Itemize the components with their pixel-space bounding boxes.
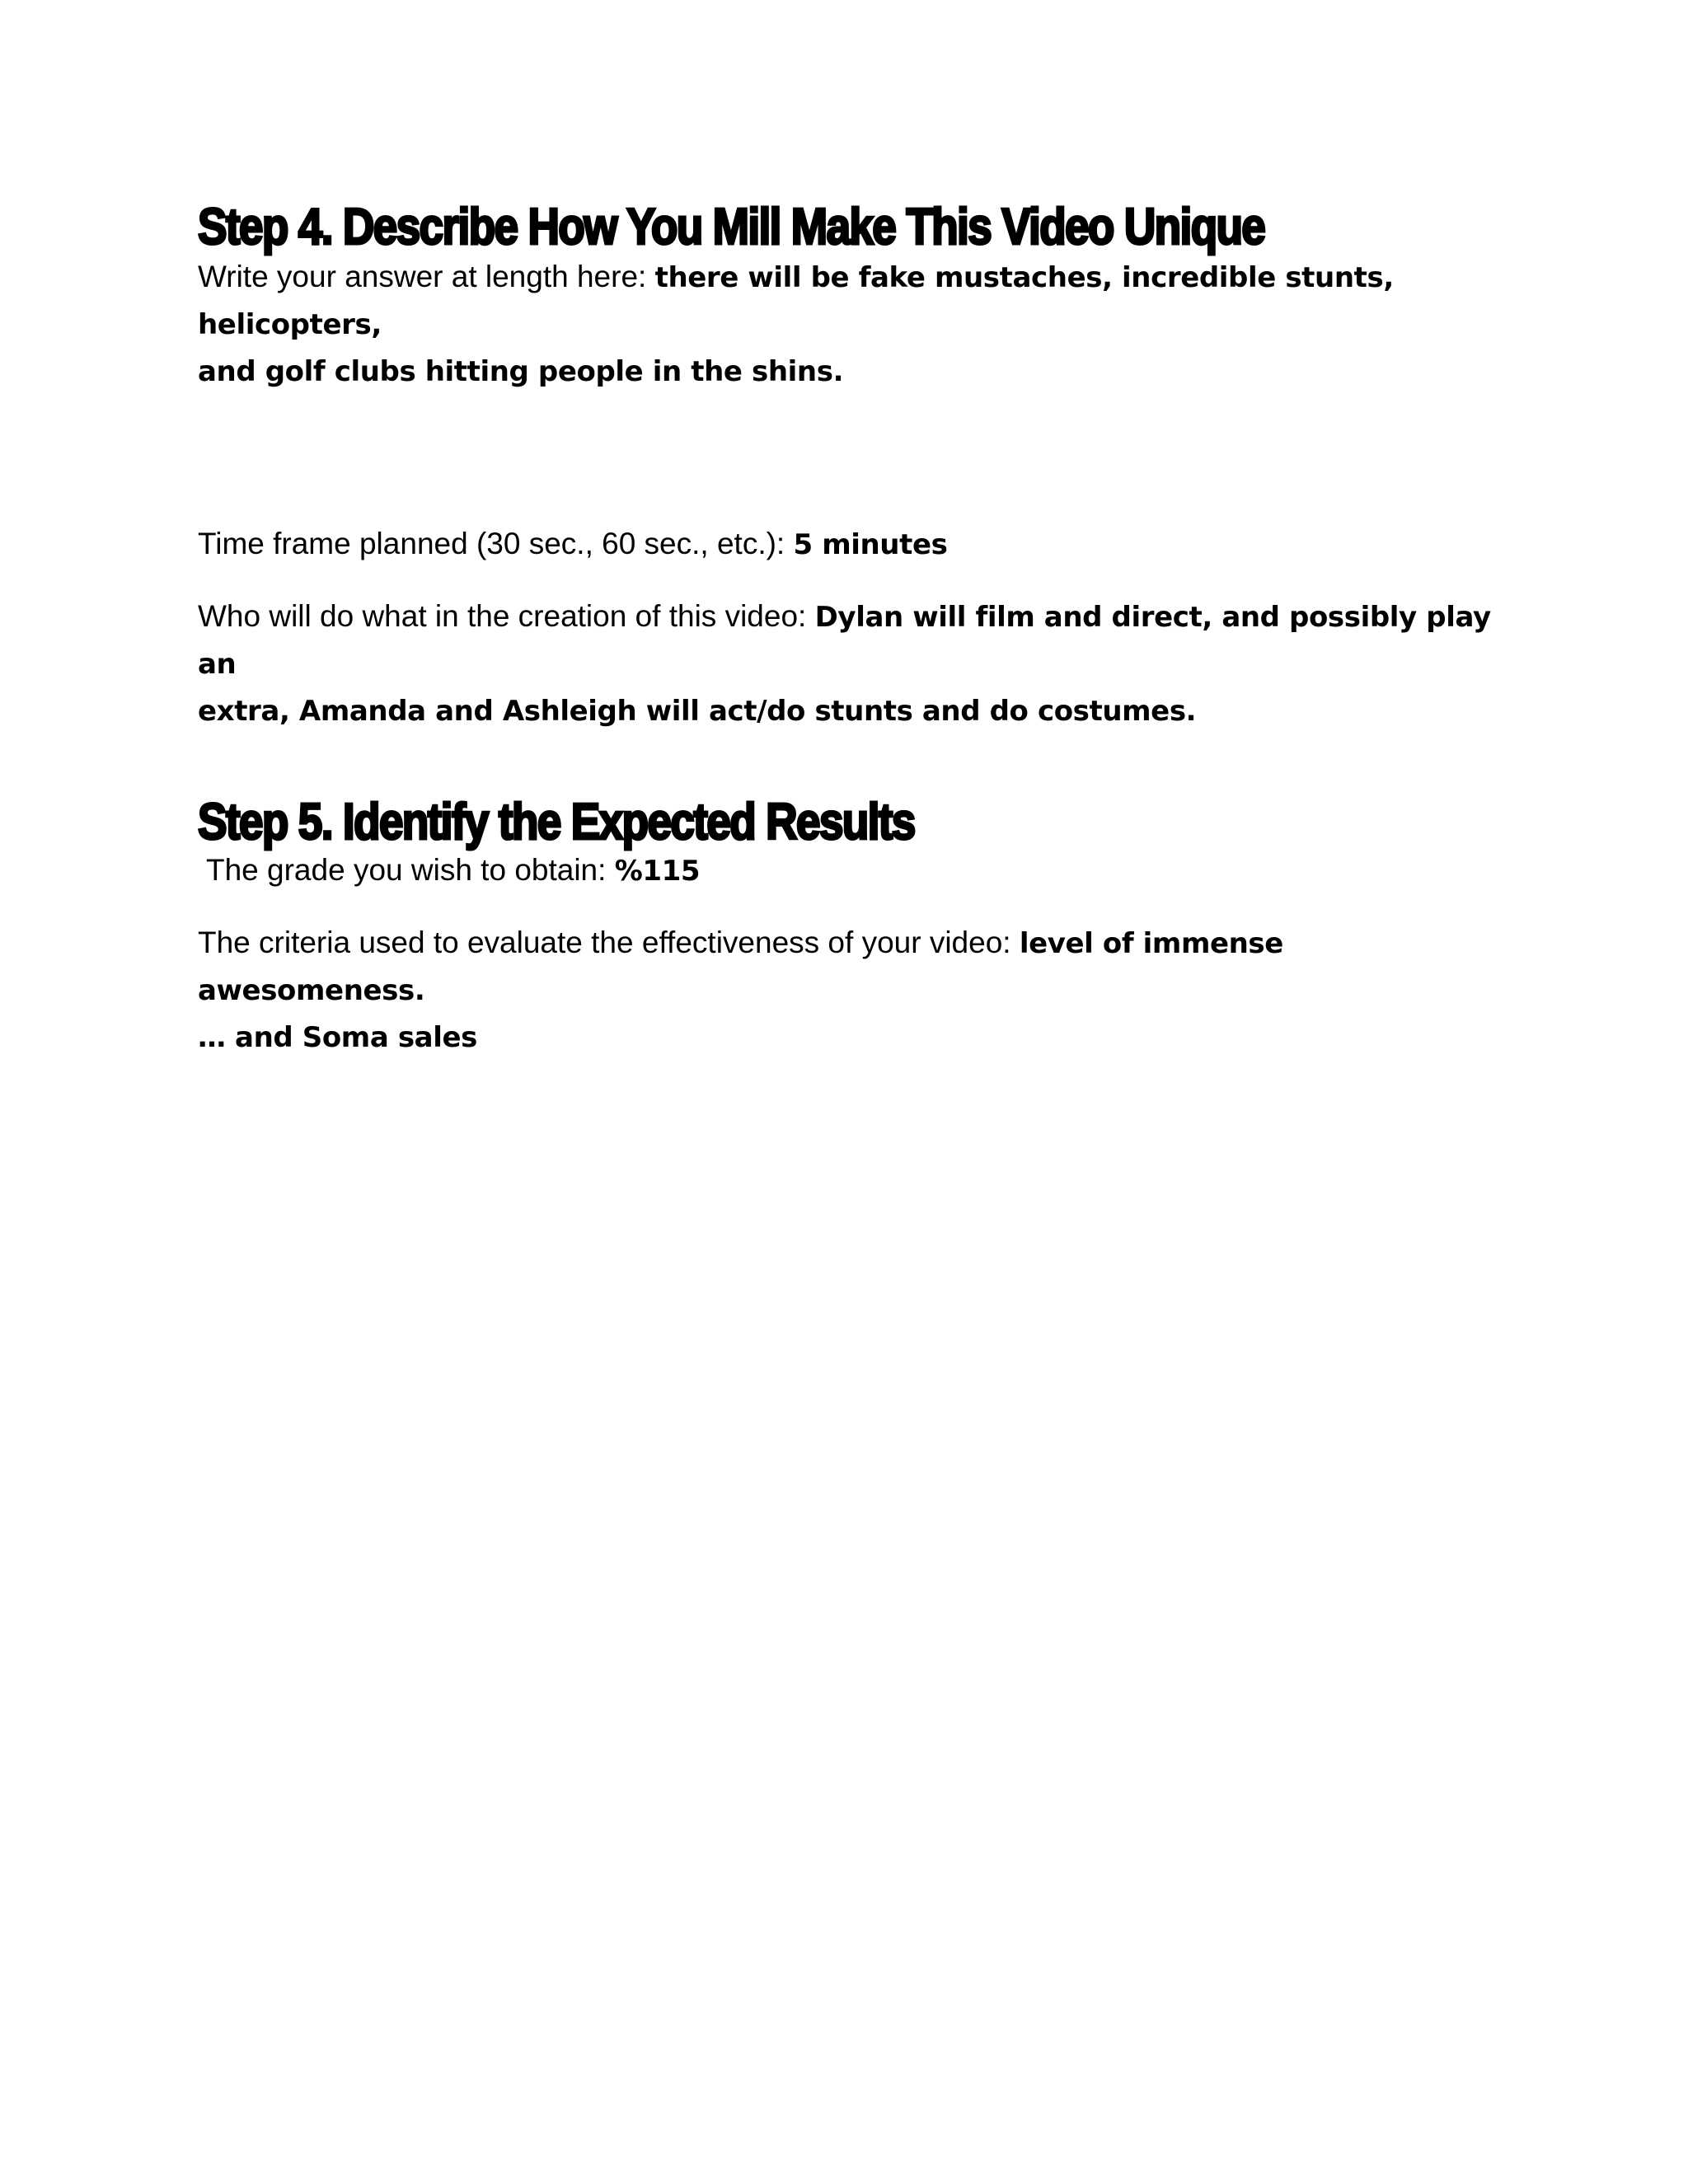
step5-heading: Step 5. Identify the Expected Results: [198, 794, 915, 851]
grade-answer: %115: [614, 855, 701, 888]
criteria-answer-line-1: level of immense awesomeness.: [198, 927, 1283, 1007]
uniqueness-line-2: [198, 348, 1517, 395]
uniqueness-answer-line-2: and golf clubs hitting people in the shins.: [198, 355, 844, 388]
roles-answer-line-2: extra, Amanda and Ashleigh will act/do stunts and do costumes.: [198, 695, 1197, 728]
criteria-answer-line-2: … and Soma sales: [198, 1021, 477, 1054]
time-frame-prompt: Time frame planned (30 sec., 60 sec., etc.):: [198, 527, 785, 560]
criteria-block: [198, 920, 1517, 1061]
criteria-prompt: The criteria used to evaluate the effectiveness of your video:: [198, 926, 1011, 959]
roles-line-1: [198, 593, 1517, 687]
roles-prompt: Who will do what in the creation of this video:: [198, 599, 807, 633]
uniqueness-line-1: [198, 254, 1517, 348]
step4-heading: Step 4. Describe How You Mill Make This Video Unique: [198, 199, 1265, 255]
uniqueness-answer-line-1: there will be fake mustaches, incredible stunts, helicopters,: [198, 261, 1394, 341]
roles-block: [198, 593, 1517, 734]
criteria-line-1: [198, 920, 1517, 1014]
time-frame-answer: 5 minutes: [793, 528, 948, 561]
criteria-line-2: [198, 1014, 1517, 1061]
grade-prompt: The grade you wish to obtain:: [206, 853, 607, 887]
grade-line: [198, 847, 700, 894]
uniqueness-answer-block: [198, 254, 1517, 395]
time-frame-line: [198, 521, 947, 568]
roles-answer-line-1: Dylan will film and direct, and possibly play an: [198, 601, 1491, 681]
roles-line-2: [198, 687, 1517, 734]
uniqueness-prompt: Write your answer at length here:: [198, 260, 647, 293]
